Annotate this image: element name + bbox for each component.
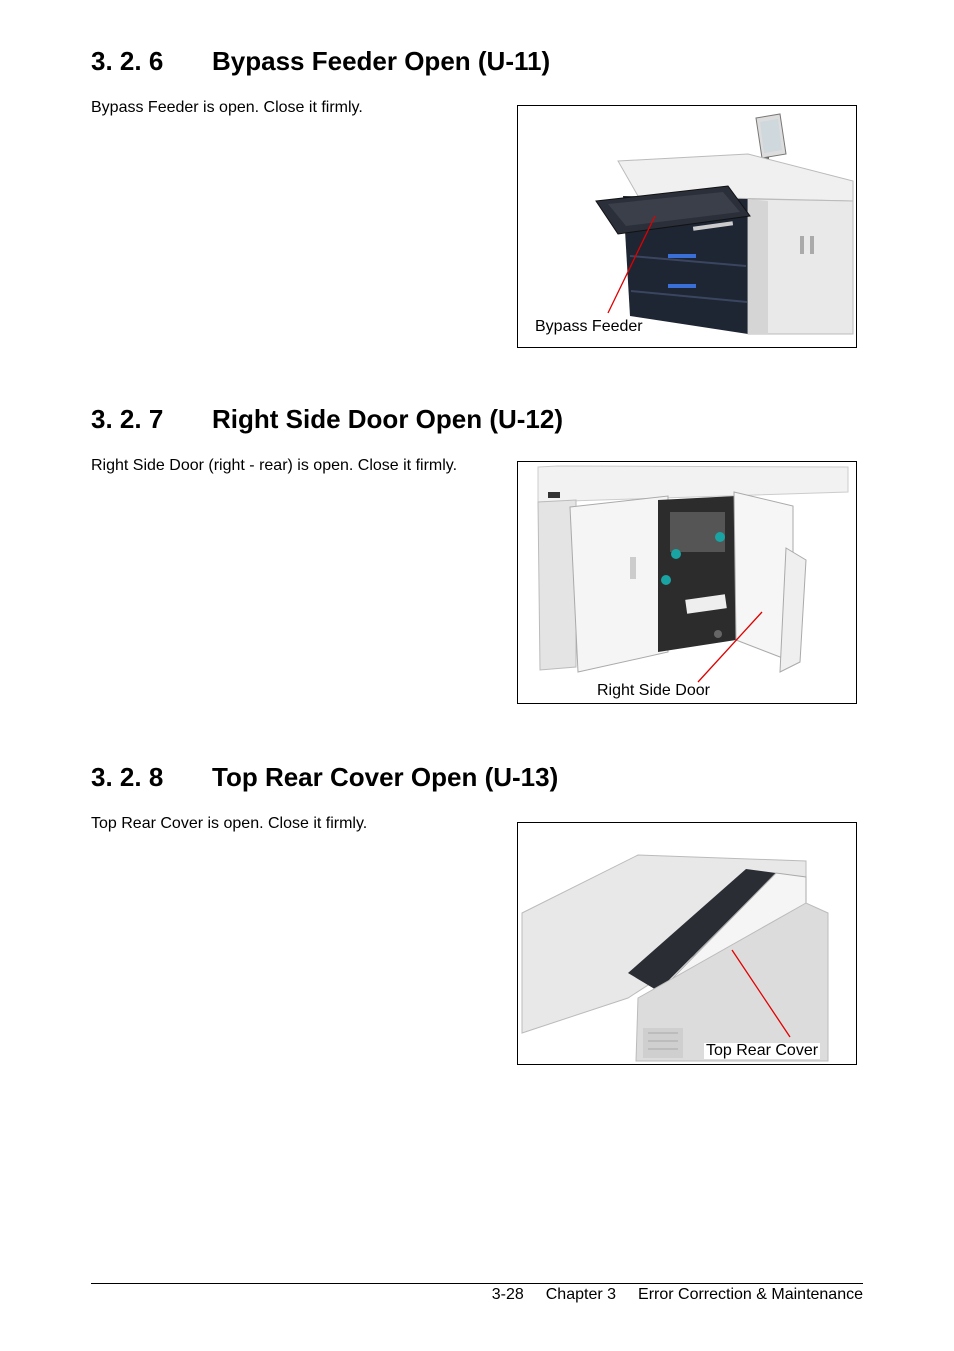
callout-label: Top Rear Cover xyxy=(706,1042,819,1059)
section-number: 3. 2. 6 xyxy=(91,46,164,76)
section-description: Top Rear Cover is open. Close it firmly. xyxy=(91,815,368,832)
section-description: Right Side Door (right - rear) is open. Close it firmly. xyxy=(91,457,458,474)
page-number: 3-28 xyxy=(491,1286,524,1303)
section-title: Right Side Door Open (U-12) xyxy=(212,404,563,434)
section-heading xyxy=(91,764,558,790)
figure-top-rear-cover xyxy=(517,822,857,1065)
section-number: 3. 2. 8 xyxy=(91,762,164,792)
figure-right-side-door xyxy=(517,461,857,704)
chapter-label: Chapter 3 xyxy=(545,1286,617,1303)
section-number: 3. 2. 7 xyxy=(91,404,164,434)
printer-illustration xyxy=(518,462,857,704)
printer-illustration xyxy=(518,823,857,1065)
callout-label: Right Side Door xyxy=(597,682,710,699)
section-heading xyxy=(91,48,550,74)
figure-bypass-feeder xyxy=(517,105,857,348)
section-heading xyxy=(91,406,563,432)
footer-divider xyxy=(91,1283,863,1284)
printer-illustration xyxy=(518,106,857,348)
chapter-title: Error Correction & Maintenance xyxy=(638,1286,863,1303)
callout-label: Bypass Feeder xyxy=(535,318,643,335)
section-title: Bypass Feeder Open (U-11) xyxy=(212,46,551,76)
section-description: Bypass Feeder is open. Close it firmly. xyxy=(91,99,363,116)
page-footer xyxy=(492,1286,863,1304)
section-title: Top Rear Cover Open (U-13) xyxy=(212,762,559,792)
